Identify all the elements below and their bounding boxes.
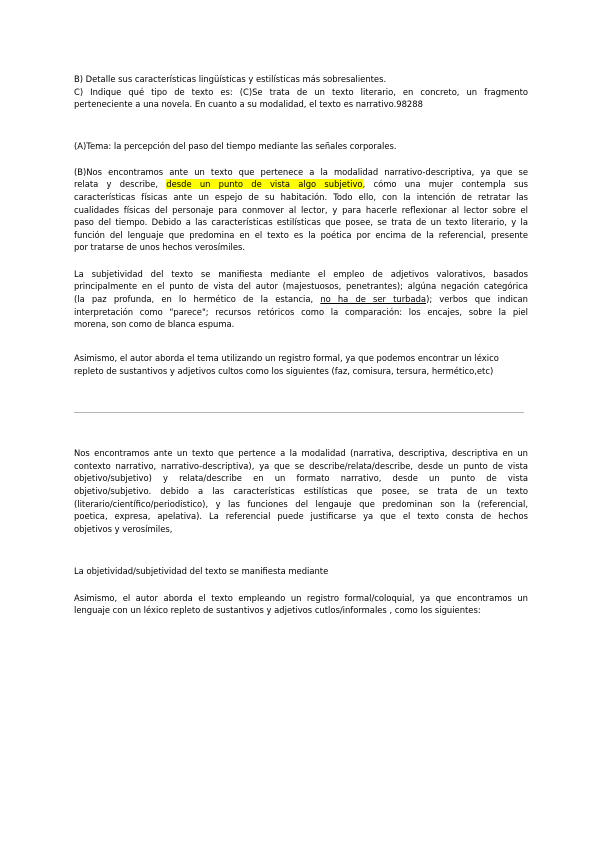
subjectivity-line-4: interpretación como "parece"; recursos retóricos como la comparación: los encajes, sobre la piel [74, 307, 528, 317]
answer-b-line-5: paso del tiempo. Debido a las características estilísticas que posee, se trata de un texto literario, y la [74, 217, 528, 227]
template-line-1: Nos encontramos ante un texto que pertence a la modalidad (narrativa, descriptiva, descriptiva en un [74, 448, 528, 458]
answer-b-line-2-start: relata y describe, [74, 179, 167, 189]
underlined-phrase: no ha de ser turbada [320, 294, 427, 304]
objectivity-heading: La objetividad/subjetividad del texto se manifiesta mediante [74, 566, 329, 576]
subjectivity-line-1: La subjetividad del texto se manifiesta mediante el empleo de adjetivos valorativos, basados [74, 269, 528, 279]
template-line-4: objetivo/subjetivo. debido a las características estilísticas que posee, se trata de un texto [74, 486, 528, 496]
answer-b-line-2-end: , cómo una mujer contempla sus [362, 179, 528, 189]
subjectivity-line-2: principalmente en el punto de vista del autor (majestuosos, penetrantes); algúna negación categórica [74, 281, 528, 291]
subjectivity-line-3 [74, 293, 528, 305]
register-2-line-2: lenguaje con un léxico repleto de sustantivos y adjetivos cutlos/informales , como los siguientes: [74, 605, 481, 615]
answer-b-line-3: características físicas ante un espejo de su habitación. Todo ello, con la intención de retratar las [74, 192, 528, 202]
template-line-2: contexto narrativo, narrativo-descriptiva), ya que se describe/relata/describe, desde un punto de vista [74, 461, 528, 471]
answer-b-line-2 [74, 178, 528, 190]
answer-b-line-6: función del lenguaje que predomina en el texto es la poética por encima de la referencial, presente [74, 230, 528, 240]
template-line-6: poetica, expresa, apelativa). La referencial puede justificarse ya que el texto consta de hechos [74, 511, 528, 521]
answer-a-theme: (A)Tema: la percepción del paso del tiempo mediante las señales corporales. [74, 141, 397, 151]
subjectivity-line-5: morena, son como de blanca espuma. [74, 319, 235, 329]
horizontal-divider [74, 412, 524, 413]
section-b-heading: B) Detalle sus características lingüísticas y estilísticas más sobresalientes. [74, 74, 387, 84]
answer-b-line-1: (B)Nos encontramos ante un texto que pertenece a la modalidad narrativo-descriptiva, ya que se [74, 167, 528, 177]
register-2-line-1: Asimismo, el autor aborda el texto empleando un registro formal/coloquial, ya que encontramos un [74, 593, 528, 603]
template-line-7: objetivos y verosímiles, [74, 524, 173, 534]
section-c-line-1: C) Indique qué tipo de texto es: (C)Se trata de un texto literario, en concreto, un fragmento [74, 87, 528, 97]
answer-b-line-7: por tratarse de unos hechos verosímiles. [74, 242, 246, 252]
highlighted-phrase: desde un punto de vista algo subjetivo [166, 179, 363, 189]
register-line-2: repleto de sustantivos y adjetivos cultos como los siguientes (faz, comisura, tersura, hermético,etc) [74, 366, 494, 376]
answer-b-line-4: cualidades físicas del personaje para conmover al lector, y para hacerle reflexionar al lector sobre el [74, 205, 528, 215]
register-line-1: Asimismo, el autor aborda el tema utilizando un registro formal, ya que podemos encontrar un léxico [74, 353, 499, 363]
section-c-line-2: perteneciente a una novela. En cuanto a su modalidad, el texto es narrativo.98288 [74, 99, 423, 109]
subjectivity-line-3-start: (la paz profunda, en lo hermético de la estancia, [74, 294, 321, 304]
template-line-5: (literario/científico/periodistico), y las funciones del lengauje que predominan son la (referencial, [74, 499, 528, 509]
subjectivity-line-3-end: ); verbos que indican [426, 294, 528, 304]
template-line-3: objetivo/subjetivo) y relata/describe en un formato narrativo, desde un punto de vista [74, 473, 528, 483]
